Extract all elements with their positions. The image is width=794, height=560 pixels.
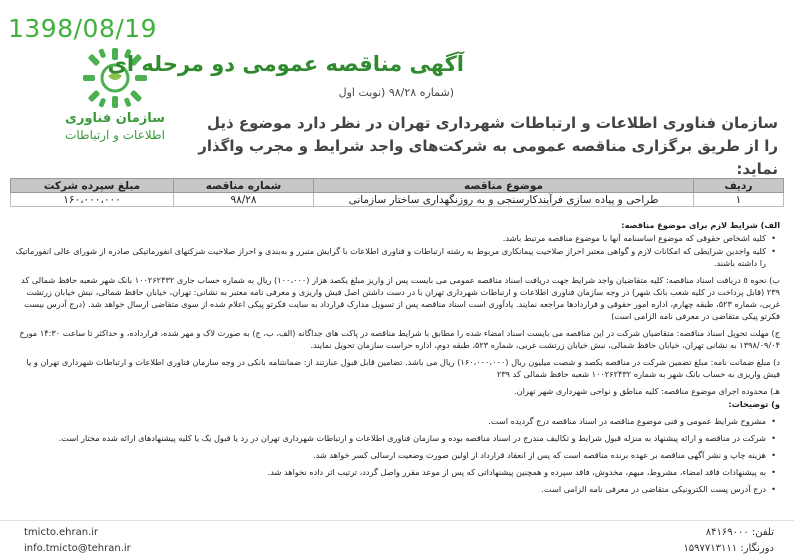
list-item: • کلیه واجدین شرایطی که امکانات لازم و گواهی معتبر احراز صلاحیت پیمانکاری مربوط به رشته ارتباطات و فناوری اطلاعات با گرایش متبرر و به‌بندی و احراز صلاحیت شرکتهای انفورماتیکی صادره از شورای عالی انفورماتیک را داشته باشند.: [14, 245, 780, 269]
header-tender-number: شماره مناقصه: [174, 179, 314, 193]
notice-intro: سازمان فناوری اطلاعات و ارتباطات شهرداری تهران در نظر دارد موضوع ذیل را از طریق برگزاری مناقصه عمومی به شرکت‌های واجد شرایط و مجرب واگذار نماید:: [198, 114, 778, 178]
table-row: [11, 193, 784, 207]
section-c-text: ج) مهلت تحویل اسناد مناقصه: متقاضیان شرکت در این مناقصه می بایست اسناد امضاء شده را مطابق با شرایط مناقصه در پاکت های جداگانه (الف، ب، ج) به صورت لاک و مهر شده، فرارداده، و حداکثر تا ساعت ۱۴:۳۰ مورخ ۱۳۹۸/۰۹/۰۴ به نشانی تهران، خیابان حافظ شمالی، نبش خیابان زرتشت غربی، شماره ۵۲۳، طبقه دوم، اداره حراست سازمان تحویل نمایند.: [19, 328, 780, 350]
header-row-number: ردیف: [694, 179, 784, 193]
list-item: • کلیه اشخاص حقوقی که موضوع اساسنامه آنها با موضوع مناقصه مرتبط باشد.: [14, 232, 780, 244]
section-d-text: د) مبلغ ضمانت نامه: مبلغ تضمین شرکت در مناقصه یکصد و شصت میلیون ریال (۱۶۰،۰۰۰،۰۰۰) ریال می باشد. تضامین قابل قبول عبارتند از: ضمانتنامه بانکی در وجه سازمان فناوری اطلاعات و ارتباطات شهرداری تهران و یا فیش واریزی به حساب بانک شهر به شماره ۱۰۰۲۶۲۴۳۲ شعبه حافظ شمالی کد ۲۳۹: [26, 357, 780, 379]
notice-body: [14, 219, 780, 496]
cell-row-number: ۱: [694, 193, 784, 207]
logo-org-name-line1: سازمان فناوری: [65, 111, 165, 126]
cell-deposit: ۱۶۰،۰۰۰،۰۰۰: [11, 193, 174, 207]
footer-divider: [0, 520, 794, 521]
cell-subject: طراحی و پیاده سازی فرآیندکارسنجی و به روزنگهداری ساختار سازمانی: [314, 193, 694, 207]
publication-date: 1398/08/19: [8, 14, 158, 43]
footer-website-link[interactable]: tmicto.ehran.ir: [24, 527, 99, 538]
section-a-heading: الف) شرایط لازم برای موضوع مناقصه:: [621, 220, 780, 230]
table-header-row: [11, 179, 784, 193]
list-item: • مشروح شرایط عمومی و فنی موضوع مناقصه در اسناد مناقصه درج گردیده است.: [14, 415, 780, 427]
footer-email-link[interactable]: info.tmicto@tehran.ir: [24, 543, 131, 554]
list-item: • شرکت در مناقصه و ارائه پیشنهاد به منزله قبول شرایط و تکالیف مندرج در اسناد مناقصه بوده و سازمان فناوری اطلاعات و ارتباطات شهرداری تهران در رد یا قبول یک یا کلیه پیشنهادهای ارائه شده مختار است.: [14, 432, 780, 444]
cell-tender-number: ۹۸/۲۸: [174, 193, 314, 207]
section-f-heading: و) توضیحات:: [728, 399, 780, 409]
list-item: • هزینه چاپ و نشر آگهی مناقصه بر عهده برنده مناقصه است که پس از انعقاد قرارداد از اولین صورت وضعیت ارسالی کسر خواهد شد.: [14, 449, 780, 461]
header-subject: موضوع مناقصه: [314, 179, 694, 193]
notice-number: (شماره ۹۸/۲۸ (نوبت اول: [338, 86, 454, 99]
header-deposit: مبلغ سپرده شرکت: [11, 179, 174, 193]
footer-fax: دورنگار: ۱۵۹۷۷۱۳۱۱۱: [683, 543, 774, 554]
footer-phone: تلفن: ۸۴۱۶۹۰۰۰: [705, 527, 774, 538]
list-item: • درج آدرس پست الکترونیکی متقاضی در معرفی نامه الزامی است.: [14, 483, 780, 495]
section-e-text: هـ) محدوده اجرای موضوع مناقصه: کلیه مناطق و نواحی شهرداری شهر تهران.: [514, 386, 780, 396]
logo-org-name-line2: اطلاعات و ارتباطات: [65, 128, 165, 142]
notice-title: آگهی مناقصه عمومی دو مرحله ای: [107, 52, 464, 76]
section-b-text: ب) نحوه ٥ دریافت اسناد مناقصه: کلیه متقاضیان واجد شرایط جهت دریافت اسناد مناقصه عمومی می بایست پس از واریز مبلغ یکصد هزار (۱۰۰،۰۰۰) ریال به شماره حساب جاری ۱۰۰۲۶۲۴۳۲ بانک شهر شعبه حافظ شمالی کد ۲۳۹ (قابل پرداخت در کلیه شعب بانک شهر) در وجه سازمان فناوری اطلاعات و ارتباطات شهرداری تهران با در دست داشتن اصل فیش واریزی و معرفی نامه معتبر به نشانی: تهران، خیابان حافظ شمالی، نبش خیابان زرتشت غربی، شماره ۵۲۳، طبقه چهارم، اداره امور حقوقی و قراردادها مراجعه نمایند. یادآوری است اسناد مناقصه پس از تسویل مدارک قرارداد به سایت فکرتو پیکی اعلام شده از سوی متقاضی ارسال خواهد شد. (درج آدرس بیست فکرتو پیکی متقاضی در معرفی نامه الزامی است): [21, 275, 780, 321]
list-item: • به پیشنهادات فاقد امضاء، مشروط، مبهم، مخدوش، فاقد سپرده و همچنین پیشنهاداتی که پس از موعد مقرر واصل گردد، ترتیب اثر داده نخواهد شد.: [14, 466, 780, 478]
tender-table: [10, 178, 784, 207]
